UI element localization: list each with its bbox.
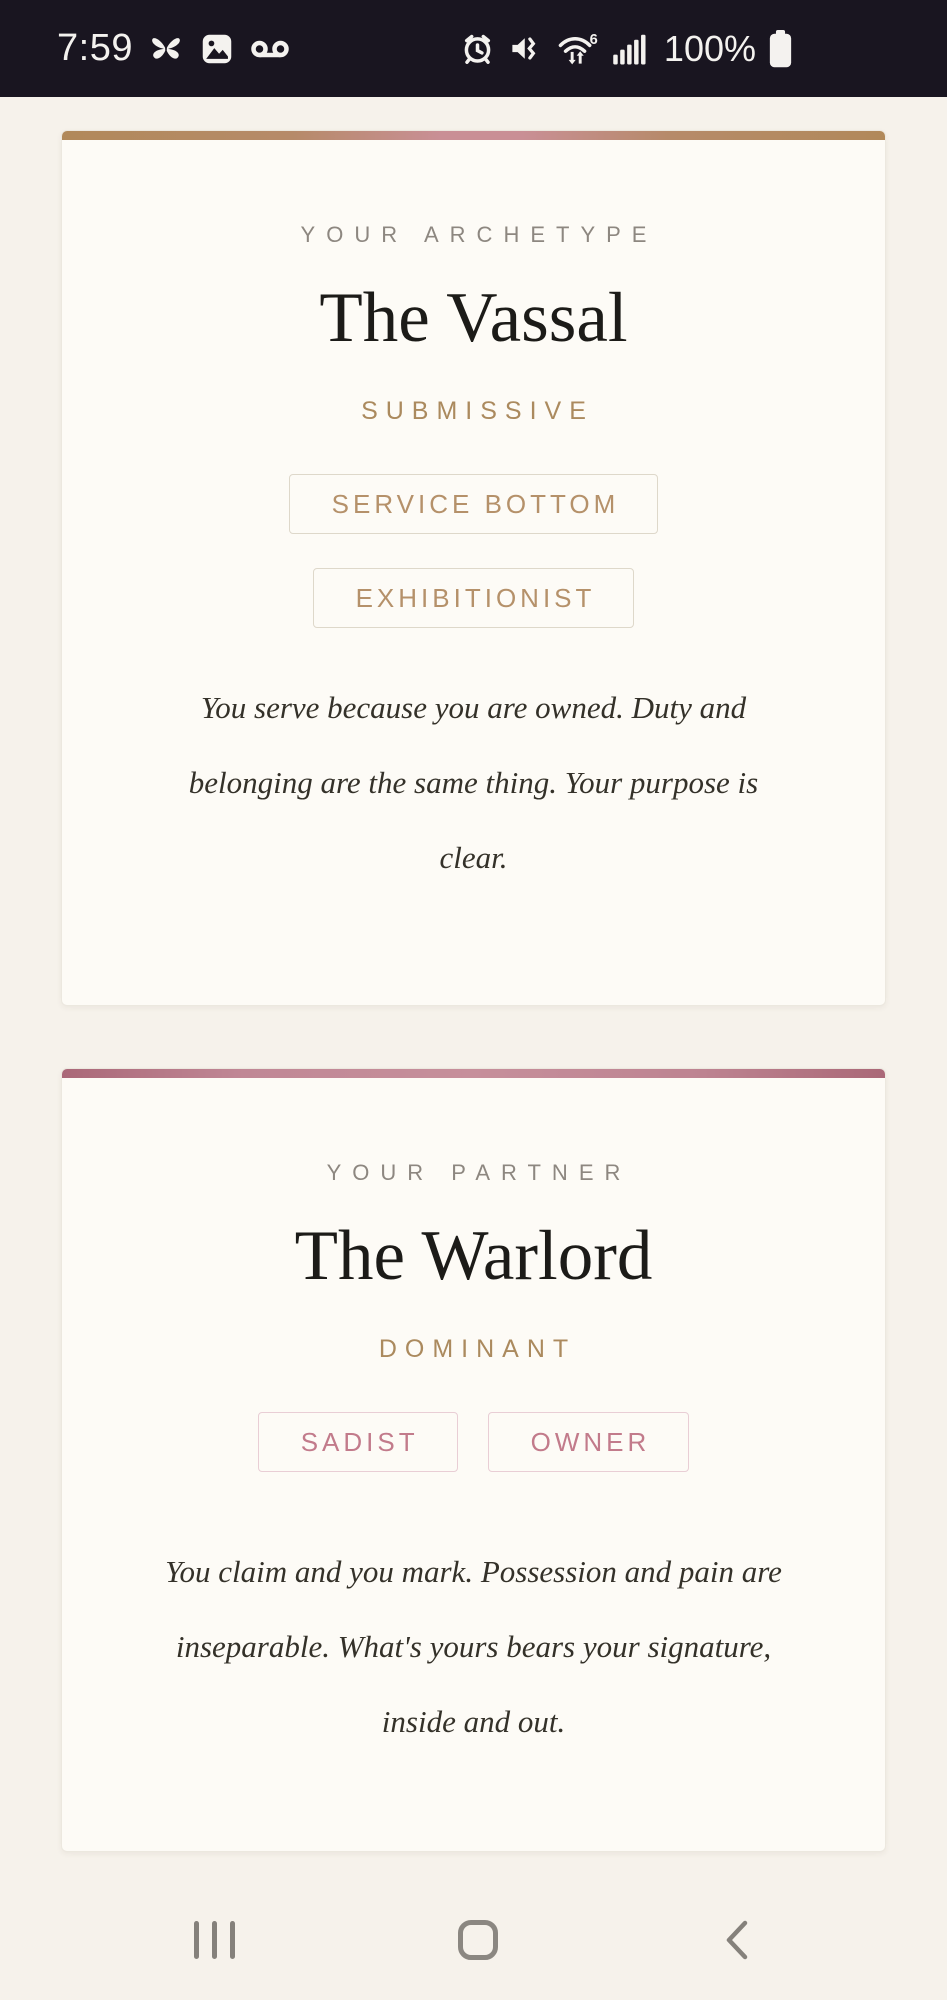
status-bar (0, 0, 947, 97)
status-bar-left (57, 27, 290, 70)
partner-tags (62, 1412, 885, 1472)
status-time: 7:59 (57, 27, 133, 69)
partner-role-label: DOMINANT (378, 1335, 577, 1363)
archetype-role-label: SUBMISSIVE (361, 397, 594, 425)
home-icon (458, 1920, 498, 1960)
partner-description: You claim and you mark. Possession and pain are inseparable. What's yours bears your signature, inside and out. (165, 1554, 782, 1739)
tag-service-bottom: SERVICE BOTTOM (289, 474, 659, 534)
battery-icon (769, 30, 792, 68)
vibrate-icon (508, 31, 543, 66)
tag-exhibitionist: EXHIBITIONIST (313, 568, 635, 628)
alarm-icon (460, 31, 495, 66)
voicemail-icon (250, 34, 290, 64)
home-button[interactable] (458, 1920, 498, 1960)
archetype-tags (62, 474, 885, 628)
archetype-description: You serve because you are owned. Duty and belonging are the same thing. Your purpose is clear. (188, 690, 759, 875)
partner-card (61, 1068, 886, 1852)
status-bar-right (460, 28, 792, 70)
archetype-title: The Vassal (319, 279, 628, 357)
archetype-eyebrow: YOUR ARCHETYPE (300, 222, 658, 247)
butterfly-icon (148, 31, 184, 67)
android-nav-bar (0, 1852, 947, 2000)
gallery-icon (199, 31, 235, 67)
back-button[interactable] (721, 1917, 753, 1963)
signal-strength-icon (613, 31, 647, 67)
partner-accent-bar (62, 1069, 885, 1078)
partner-title: The Warlord (294, 1217, 653, 1295)
tag-owner: OWNER (488, 1412, 690, 1472)
recents-button[interactable] (194, 1921, 235, 1959)
svg-text:6: 6 (589, 31, 598, 48)
partner-eyebrow: YOUR PARTNER (326, 1160, 632, 1185)
back-icon (721, 1917, 753, 1963)
recents-icon (194, 1921, 235, 1959)
wifi-6-icon (556, 30, 600, 68)
tag-sadist: SADIST (258, 1412, 458, 1472)
results-content (0, 130, 947, 1852)
archetype-card (61, 130, 886, 1006)
archetype-accent-bar (62, 131, 885, 140)
battery-percent: 100% (663, 27, 756, 69)
